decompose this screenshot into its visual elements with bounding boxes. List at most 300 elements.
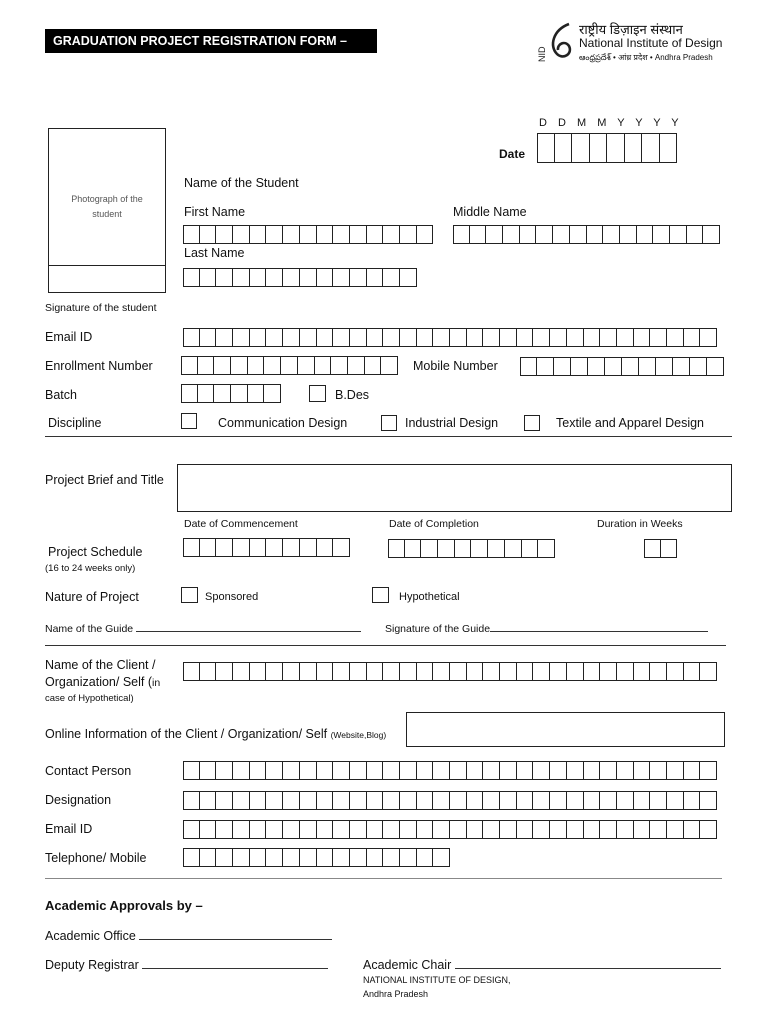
char-box[interactable] [348,356,365,375]
char-box[interactable] [667,662,684,681]
char-box[interactable] [198,356,215,375]
char-box[interactable] [400,662,417,681]
char-box[interactable] [333,225,350,244]
char-box[interactable] [264,356,281,375]
char-box[interactable] [233,848,250,867]
char-box[interactable] [266,538,283,557]
char-box[interactable] [250,538,267,557]
char-box[interactable] [231,356,248,375]
char-box[interactable] [471,539,488,558]
char-box[interactable] [231,384,248,403]
char-box[interactable] [183,225,200,244]
char-box[interactable] [233,268,250,287]
char-box[interactable] [588,357,605,376]
char-box[interactable] [200,761,217,780]
char-box[interactable] [298,356,315,375]
char-box[interactable] [700,791,717,810]
char-box[interactable] [533,328,550,347]
char-box[interactable] [233,761,250,780]
char-box[interactable] [700,662,717,681]
char-box[interactable] [550,662,567,681]
char-box[interactable] [183,538,200,557]
char-box[interactable] [483,761,500,780]
designation-input[interactable] [183,791,717,810]
char-box[interactable] [216,791,233,810]
char-box[interactable] [198,384,215,403]
char-box[interactable] [590,133,608,163]
char-box[interactable] [200,328,217,347]
char-box[interactable] [200,820,217,839]
char-box[interactable] [233,662,250,681]
char-box[interactable] [503,225,520,244]
char-box[interactable] [500,791,517,810]
char-box[interactable] [505,539,522,558]
char-box[interactable] [250,791,267,810]
project-brief-input[interactable] [177,464,732,512]
char-box[interactable] [684,761,701,780]
char-box[interactable] [642,133,660,163]
char-box[interactable] [266,225,283,244]
client-email-input[interactable] [183,820,717,839]
char-box[interactable] [617,791,634,810]
char-box[interactable] [200,268,217,287]
char-box[interactable] [587,225,604,244]
char-box[interactable] [639,357,656,376]
char-box[interactable] [634,820,651,839]
char-box[interactable] [567,761,584,780]
char-box[interactable] [383,225,400,244]
industrial-design-checkbox[interactable] [381,415,397,431]
char-box[interactable] [383,820,400,839]
char-box[interactable] [400,820,417,839]
char-box[interactable] [350,268,367,287]
char-box[interactable] [433,848,450,867]
char-box[interactable] [533,761,550,780]
bdes-checkbox[interactable] [309,385,326,402]
char-box[interactable] [571,357,588,376]
char-box[interactable] [300,328,317,347]
char-box[interactable] [483,662,500,681]
online-info-input[interactable] [406,712,725,747]
char-box[interactable] [200,791,217,810]
char-box[interactable] [350,791,367,810]
char-box[interactable] [367,225,384,244]
char-box[interactable] [367,268,384,287]
char-box[interactable] [233,538,250,557]
char-box[interactable] [350,328,367,347]
char-box[interactable] [200,662,217,681]
char-box[interactable] [622,357,639,376]
char-box[interactable] [383,662,400,681]
char-box[interactable] [607,133,625,163]
char-box[interactable] [333,791,350,810]
mobile-input[interactable] [520,357,724,376]
char-box[interactable] [283,791,300,810]
char-box[interactable] [350,225,367,244]
char-box[interactable] [467,791,484,810]
char-box[interactable] [667,791,684,810]
char-box[interactable] [433,761,450,780]
char-box[interactable] [317,662,334,681]
char-box[interactable] [266,328,283,347]
char-box[interactable] [417,225,434,244]
char-box[interactable] [661,539,678,558]
char-box[interactable] [266,848,283,867]
char-box[interactable] [483,328,500,347]
char-box[interactable] [600,328,617,347]
char-box[interactable] [317,791,334,810]
hypothetical-checkbox[interactable] [372,587,389,603]
char-box[interactable] [700,820,717,839]
char-box[interactable] [283,328,300,347]
char-box[interactable] [300,268,317,287]
batch-input[interactable] [181,384,281,403]
char-box[interactable] [216,268,233,287]
char-box[interactable] [567,662,584,681]
char-box[interactable] [417,848,434,867]
char-box[interactable] [317,225,334,244]
char-box[interactable] [450,761,467,780]
char-box[interactable] [620,225,637,244]
char-box[interactable] [266,820,283,839]
char-box[interactable] [400,268,417,287]
char-box[interactable] [281,356,298,375]
char-box[interactable] [488,539,505,558]
char-box[interactable] [250,268,267,287]
char-box[interactable] [283,662,300,681]
char-box[interactable] [450,328,467,347]
char-box[interactable] [350,761,367,780]
char-box[interactable] [350,820,367,839]
char-box[interactable] [315,356,332,375]
char-box[interactable] [553,225,570,244]
char-box[interactable] [200,848,217,867]
char-box[interactable] [533,820,550,839]
char-box[interactable] [400,225,417,244]
char-box[interactable] [248,356,265,375]
char-box[interactable] [183,268,200,287]
char-box[interactable] [250,662,267,681]
telephone-input[interactable] [183,848,450,867]
char-box[interactable] [367,820,384,839]
char-box[interactable] [383,761,400,780]
char-box[interactable] [467,761,484,780]
char-box[interactable] [653,225,670,244]
char-box[interactable] [283,538,300,557]
char-box[interactable] [183,328,200,347]
char-box[interactable] [400,328,417,347]
guide-name-line[interactable] [136,620,361,632]
client-name-input[interactable] [183,662,717,681]
char-box[interactable] [625,133,643,163]
char-box[interactable] [300,761,317,780]
char-box[interactable] [600,820,617,839]
char-box[interactable] [483,820,500,839]
char-box[interactable] [537,357,554,376]
char-box[interactable] [567,791,584,810]
char-box[interactable] [317,761,334,780]
guide-signature-line[interactable] [490,620,708,632]
char-box[interactable] [584,791,601,810]
char-box[interactable] [467,328,484,347]
char-box[interactable] [317,820,334,839]
char-box[interactable] [700,328,717,347]
char-box[interactable] [233,820,250,839]
char-box[interactable] [214,384,231,403]
char-box[interactable] [200,225,217,244]
char-box[interactable] [433,820,450,839]
enrollment-input[interactable] [181,356,398,375]
char-box[interactable] [486,225,503,244]
char-box[interactable] [383,328,400,347]
char-box[interactable] [317,328,334,347]
char-box[interactable] [216,848,233,867]
char-box[interactable] [214,356,231,375]
char-box[interactable] [650,761,667,780]
char-box[interactable] [417,791,434,810]
char-box[interactable] [248,384,265,403]
char-box[interactable] [522,539,539,558]
char-box[interactable] [537,133,555,163]
char-box[interactable] [584,761,601,780]
char-box[interactable] [300,225,317,244]
char-box[interactable] [684,791,701,810]
char-box[interactable] [367,662,384,681]
date-input[interactable] [537,133,677,163]
char-box[interactable] [365,356,382,375]
completion-date-input[interactable] [388,539,555,558]
char-box[interactable] [216,761,233,780]
char-box[interactable] [617,820,634,839]
char-box[interactable] [233,791,250,810]
char-box[interactable] [687,225,704,244]
char-box[interactable] [317,268,334,287]
char-box[interactable] [667,328,684,347]
char-box[interactable] [417,328,434,347]
char-box[interactable] [181,384,198,403]
char-box[interactable] [684,820,701,839]
commencement-date-input[interactable] [183,538,350,557]
char-box[interactable] [550,820,567,839]
char-box[interactable] [200,538,217,557]
char-box[interactable] [500,820,517,839]
char-box[interactable] [300,848,317,867]
char-box[interactable] [584,820,601,839]
char-box[interactable] [450,820,467,839]
email-input[interactable] [183,328,717,347]
char-box[interactable] [433,328,450,347]
char-box[interactable] [331,356,348,375]
char-box[interactable] [450,662,467,681]
char-box[interactable] [216,538,233,557]
char-box[interactable] [400,848,417,867]
char-box[interactable] [300,538,317,557]
char-box[interactable] [283,268,300,287]
char-box[interactable] [333,538,350,557]
char-box[interactable] [634,662,651,681]
char-box[interactable] [517,328,534,347]
char-box[interactable] [266,791,283,810]
char-box[interactable] [644,539,661,558]
char-box[interactable] [703,225,720,244]
char-box[interactable] [183,848,200,867]
char-box[interactable] [634,791,651,810]
char-box[interactable] [181,356,198,375]
char-box[interactable] [350,662,367,681]
middle-name-input[interactable] [453,225,720,244]
char-box[interactable] [183,820,200,839]
char-box[interactable] [550,791,567,810]
char-box[interactable] [600,662,617,681]
char-box[interactable] [554,357,571,376]
char-box[interactable] [517,761,534,780]
char-box[interactable] [233,225,250,244]
communication-design-checkbox[interactable] [181,413,197,429]
last-name-input[interactable] [183,268,417,287]
char-box[interactable] [500,662,517,681]
char-box[interactable] [300,820,317,839]
char-box[interactable] [417,761,434,780]
char-box[interactable] [216,225,233,244]
char-box[interactable] [690,357,707,376]
char-box[interactable] [656,357,673,376]
char-box[interactable] [383,268,400,287]
char-box[interactable] [555,133,573,163]
char-box[interactable] [250,328,267,347]
char-box[interactable] [650,791,667,810]
char-box[interactable] [500,328,517,347]
char-box[interactable] [567,820,584,839]
academic-chair-line[interactable] [455,957,721,969]
char-box[interactable] [650,328,667,347]
char-box[interactable] [216,820,233,839]
char-box[interactable] [700,761,717,780]
char-box[interactable] [438,539,455,558]
char-box[interactable] [381,356,398,375]
char-box[interactable] [388,539,405,558]
char-box[interactable] [183,791,200,810]
char-box[interactable] [283,225,300,244]
char-box[interactable] [266,268,283,287]
char-box[interactable] [517,662,534,681]
char-box[interactable] [450,791,467,810]
char-box[interactable] [216,328,233,347]
char-box[interactable] [538,539,555,558]
char-box[interactable] [550,328,567,347]
char-box[interactable] [600,761,617,780]
char-box[interactable] [483,791,500,810]
char-box[interactable] [536,225,553,244]
char-box[interactable] [283,820,300,839]
char-box[interactable] [266,662,283,681]
char-box[interactable] [433,662,450,681]
char-box[interactable] [533,662,550,681]
char-box[interactable] [250,820,267,839]
char-box[interactable] [520,357,537,376]
char-box[interactable] [250,848,267,867]
char-box[interactable] [300,791,317,810]
char-box[interactable] [233,328,250,347]
contact-person-input[interactable] [183,761,717,780]
char-box[interactable] [707,357,724,376]
char-box[interactable] [520,225,537,244]
char-box[interactable] [650,662,667,681]
char-box[interactable] [283,848,300,867]
char-box[interactable] [333,662,350,681]
char-box[interactable] [617,328,634,347]
char-box[interactable] [533,791,550,810]
char-box[interactable] [317,848,334,867]
char-box[interactable] [634,328,651,347]
first-name-input[interactable] [183,225,433,244]
char-box[interactable] [500,761,517,780]
char-box[interactable] [250,761,267,780]
signature-box[interactable] [48,265,166,293]
char-box[interactable] [400,761,417,780]
char-box[interactable] [455,539,472,558]
char-box[interactable] [283,761,300,780]
char-box[interactable] [333,761,350,780]
char-box[interactable] [667,761,684,780]
char-box[interactable] [660,133,678,163]
char-box[interactable] [266,761,283,780]
char-box[interactable] [183,761,200,780]
char-box[interactable] [405,539,422,558]
char-box[interactable] [453,225,470,244]
char-box[interactable] [634,761,651,780]
char-box[interactable] [250,225,267,244]
char-box[interactable] [383,791,400,810]
char-box[interactable] [517,791,534,810]
deputy-registrar-line[interactable] [142,957,328,969]
char-box[interactable] [470,225,487,244]
academic-office-line[interactable] [139,928,332,940]
char-box[interactable] [421,539,438,558]
char-box[interactable] [650,820,667,839]
char-box[interactable] [673,357,690,376]
char-box[interactable] [383,848,400,867]
char-box[interactable] [467,820,484,839]
char-box[interactable] [317,538,334,557]
char-box[interactable] [584,328,601,347]
char-box[interactable] [333,820,350,839]
duration-input[interactable] [644,539,677,558]
char-box[interactable] [605,357,622,376]
char-box[interactable] [467,662,484,681]
char-box[interactable] [333,848,350,867]
char-box[interactable] [570,225,587,244]
char-box[interactable] [684,662,701,681]
char-box[interactable] [367,848,384,867]
char-box[interactable] [584,662,601,681]
char-box[interactable] [417,820,434,839]
char-box[interactable] [417,662,434,681]
char-box[interactable] [684,328,701,347]
char-box[interactable] [637,225,654,244]
char-box[interactable] [333,328,350,347]
char-box[interactable] [550,761,567,780]
char-box[interactable] [617,761,634,780]
char-box[interactable] [367,791,384,810]
char-box[interactable] [517,820,534,839]
char-box[interactable] [367,761,384,780]
char-box[interactable] [400,791,417,810]
char-box[interactable] [183,662,200,681]
char-box[interactable] [264,384,281,403]
char-box[interactable] [617,662,634,681]
char-box[interactable] [216,662,233,681]
char-box[interactable] [350,848,367,867]
